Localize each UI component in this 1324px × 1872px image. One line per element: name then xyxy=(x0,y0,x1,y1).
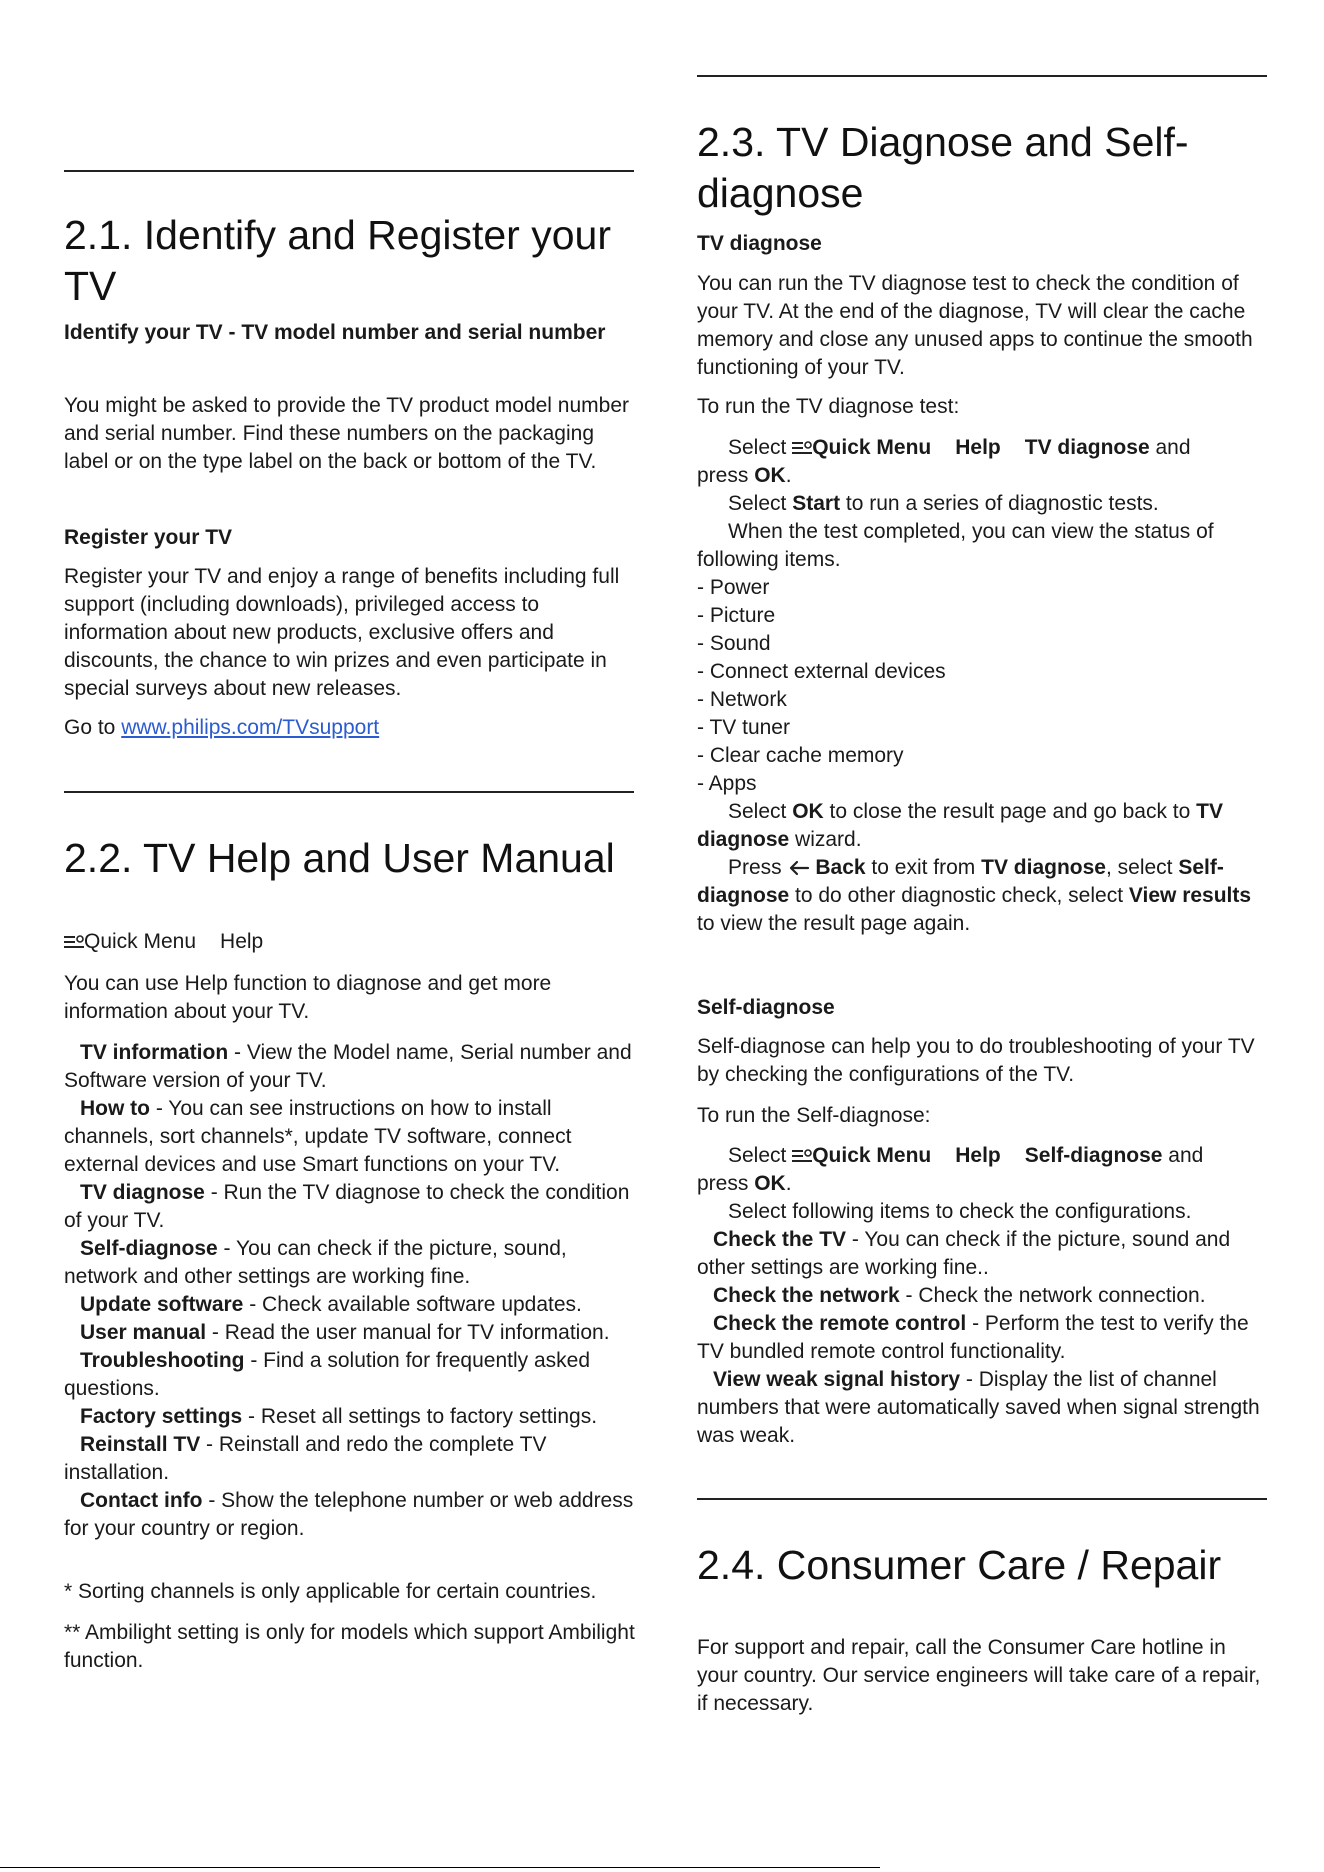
footnote-2: ** Ambilight setting is only for models which support Ambilight function. xyxy=(64,1621,635,1672)
footer-rule xyxy=(0,1867,880,1868)
identify-paragraph: You might be asked to provide the TV product model number and serial number. Find these numbers on the packaging label or on the type label on the back or bottom of the TV. xyxy=(64,394,630,473)
list-item xyxy=(64,1431,639,1487)
list-item xyxy=(64,1039,639,1095)
goto-label: Go to xyxy=(64,716,116,739)
item-term: Reinstall TV xyxy=(80,1433,201,1456)
tv-diagnose-intro: To run the TV diagnose test: xyxy=(697,395,960,418)
list-item xyxy=(64,1291,639,1319)
item-desc: - Display the list of channel numbers that were automatically saved when signal strength was weak. xyxy=(697,1368,1260,1447)
list-item: - Clear cache memory xyxy=(697,744,904,767)
list-item: - Apps xyxy=(697,772,757,795)
step-text: Select xyxy=(728,436,787,459)
help-items-list xyxy=(64,1039,639,1543)
step-2 xyxy=(697,490,1272,518)
item-term: Contact info xyxy=(80,1489,203,1512)
ok-label: OK xyxy=(754,464,786,487)
item-desc: - Reinstall and redo the complete TV installation. xyxy=(64,1433,547,1484)
list-item xyxy=(697,1366,1272,1450)
tv-diagnose-steps xyxy=(697,434,1272,938)
step-text: Select xyxy=(728,492,787,515)
section-2-2-title: 2.2. TV Help and User Manual xyxy=(64,835,615,881)
list-item xyxy=(64,1235,639,1291)
step-text: . xyxy=(785,464,792,487)
section-2-4-title: 2.4. Consumer Care / Repair xyxy=(697,1542,1222,1588)
item-desc: - Run the TV diagnose to check the condition of your TV. xyxy=(64,1181,630,1232)
item-desc: - You can check if the picture, sound and other settings are working fine.. xyxy=(697,1228,1231,1279)
self-diagnose-label: Self-diagnose xyxy=(1024,1144,1163,1167)
step-text: Select xyxy=(728,1144,787,1167)
quick-menu-icon xyxy=(792,441,812,455)
list-item xyxy=(64,1179,639,1235)
item-term: TV diagnose xyxy=(80,1181,205,1204)
ok-label: OK xyxy=(754,1172,786,1195)
section-2-1-title: 2.1. Identify and Register your TV xyxy=(64,212,611,309)
item-desc: - You can check if the picture, sound, network and other settings are working fine. xyxy=(64,1237,567,1288)
tv-diagnose-subtitle: TV diagnose xyxy=(697,232,822,255)
step-text: press xyxy=(697,464,749,487)
list-item xyxy=(697,1310,1272,1366)
step-text: to run a series of diagnostic tests. xyxy=(840,492,1159,515)
back-label: Back xyxy=(815,856,866,879)
step-2 xyxy=(697,1198,1272,1226)
section-divider xyxy=(697,75,1267,77)
list-item xyxy=(697,1226,1272,1282)
step-text: and xyxy=(1162,1144,1204,1167)
step-text: to view the result page again. xyxy=(697,912,971,935)
goto-line xyxy=(64,714,639,742)
self-diagnose-steps xyxy=(697,1142,1272,1450)
list-item xyxy=(64,1095,639,1179)
quick-menu-icon xyxy=(64,935,84,949)
step-text: Select following items to check the configurations. xyxy=(728,1200,1192,1223)
step-1 xyxy=(697,1142,1272,1198)
self-diagnose-paragraph: Self-diagnose can help you to do troubleshooting of your TV by checking the configurations of the TV. xyxy=(697,1035,1255,1086)
list-item: - Connect external devices xyxy=(697,660,946,683)
list-item xyxy=(64,1319,639,1347)
item-term: User manual xyxy=(80,1321,207,1344)
step-text: to do other diagnostic check, select xyxy=(789,884,1124,907)
step-4 xyxy=(697,798,1272,854)
view-results-label: View results xyxy=(1128,884,1252,907)
step-text: and xyxy=(1149,436,1191,459)
list-item: - Picture xyxy=(697,604,776,627)
back-arrow-icon xyxy=(788,860,810,876)
identify-subtitle: Identify your TV - TV model number and serial number xyxy=(64,321,606,344)
register-paragraph: Register your TV and enjoy a range of benefits including full support (including downloads), privileged access to information about new products, exclusive offers and discounts, the chance to win prizes and even participate in special surveys about new releases. xyxy=(64,565,620,700)
footnote-1: * Sorting channels is only applicable for certain countries. xyxy=(64,1580,597,1603)
step-1 xyxy=(697,434,1272,490)
item-term: Update software xyxy=(80,1293,244,1316)
list-item xyxy=(64,1487,639,1543)
list-item: - Power xyxy=(697,576,770,599)
item-term: Factory settings xyxy=(80,1405,243,1428)
self-diagnose-subtitle: Self-diagnose xyxy=(697,996,835,1019)
item-desc: - Show the telephone number or web address for your country or region. xyxy=(64,1489,634,1540)
register-subtitle: Register your TV xyxy=(64,526,233,549)
item-term: View weak signal history xyxy=(713,1368,961,1391)
quick-menu-label: Quick Menu xyxy=(812,1144,932,1167)
help-label: Help xyxy=(220,930,264,953)
step-text: When the test completed, you can view the status of following items. xyxy=(697,520,1214,571)
help-label: Help xyxy=(955,1144,1001,1167)
step-text: to close the result page and go back to xyxy=(823,800,1191,823)
item-desc: - Read the user manual for TV information. xyxy=(206,1321,610,1344)
step-text: Select xyxy=(728,800,787,823)
support-link[interactable]: www.philips.com/TVsupport xyxy=(121,716,380,739)
item-term: TV information xyxy=(80,1041,229,1064)
list-item: - TV tuner xyxy=(697,716,790,739)
item-desc: - You can see instructions on how to install channels, sort channels*, update TV software, connect external devices and use Smart functions on your TV. xyxy=(64,1097,572,1176)
list-item xyxy=(64,1347,639,1403)
section-divider xyxy=(64,791,634,793)
step-text: to exit from xyxy=(865,856,976,879)
step-5 xyxy=(697,854,1272,938)
list-item xyxy=(697,1282,1272,1310)
consumer-care-paragraph: For support and repair, call the Consumer Care hotline in your country. Our service engineers will take care of a repair, if necessary. xyxy=(697,1636,1261,1715)
item-term: Self-diagnose xyxy=(80,1237,218,1260)
item-term: Check the remote control xyxy=(713,1312,967,1335)
tv-diagnose-label: TV diagnose xyxy=(1024,436,1150,459)
start-label: Start xyxy=(792,492,841,515)
tv-diagnose-label: TV diagnose xyxy=(981,856,1106,879)
quick-menu-label: Quick Menu xyxy=(812,436,932,459)
item-term: Troubleshooting xyxy=(80,1349,245,1372)
section-divider xyxy=(697,1498,1267,1500)
list-item: - Sound xyxy=(697,632,771,655)
item-desc: - View the Model name, Serial number and Software version of your TV. xyxy=(64,1041,632,1092)
list-item xyxy=(64,1403,639,1431)
item-term: Check the TV xyxy=(713,1228,847,1251)
item-desc: - Check available software updates. xyxy=(243,1293,582,1316)
help-menu-path xyxy=(64,928,639,956)
tv-diagnose-paragraph: You can run the TV diagnose test to check the condition of your TV. At the end of the diagnose, TV will clear the cache memory and close any unused apps to continue the smooth functioning of your TV. xyxy=(697,272,1253,379)
step-text: . xyxy=(785,1172,792,1195)
quick-menu-icon xyxy=(792,1149,812,1163)
ok-label: OK xyxy=(792,800,824,823)
item-desc: - Perform the test to verify the TV bundled remote control functionality. xyxy=(697,1312,1249,1363)
step-text: , select xyxy=(1105,856,1173,879)
step-text: press xyxy=(697,1172,749,1195)
section-divider xyxy=(64,170,634,172)
step-text: Press xyxy=(728,856,782,879)
help-intro: You can use Help function to diagnose and get more information about your TV. xyxy=(64,972,552,1023)
item-term: How to xyxy=(80,1097,150,1120)
item-desc: - Reset all settings to factory settings. xyxy=(242,1405,598,1428)
step-3 xyxy=(697,518,1272,574)
tv-diagnose-label: TV diagnose xyxy=(697,800,1223,851)
step-text: wizard. xyxy=(789,828,862,851)
help-label: Help xyxy=(955,436,1001,459)
quick-menu-label: Quick Menu xyxy=(84,930,197,953)
item-desc: - Check the network connection. xyxy=(899,1284,1206,1307)
list-item: - Network xyxy=(697,688,787,711)
item-desc: - Find a solution for frequently asked questions. xyxy=(64,1349,590,1400)
self-diagnose-intro: To run the Self-diagnose: xyxy=(697,1104,931,1127)
self-diagnose-label: Self-diagnose xyxy=(697,856,1224,907)
section-2-3-title: 2.3. TV Diagnose and Self-diagnose xyxy=(697,119,1189,216)
item-term: Check the network xyxy=(713,1284,900,1307)
